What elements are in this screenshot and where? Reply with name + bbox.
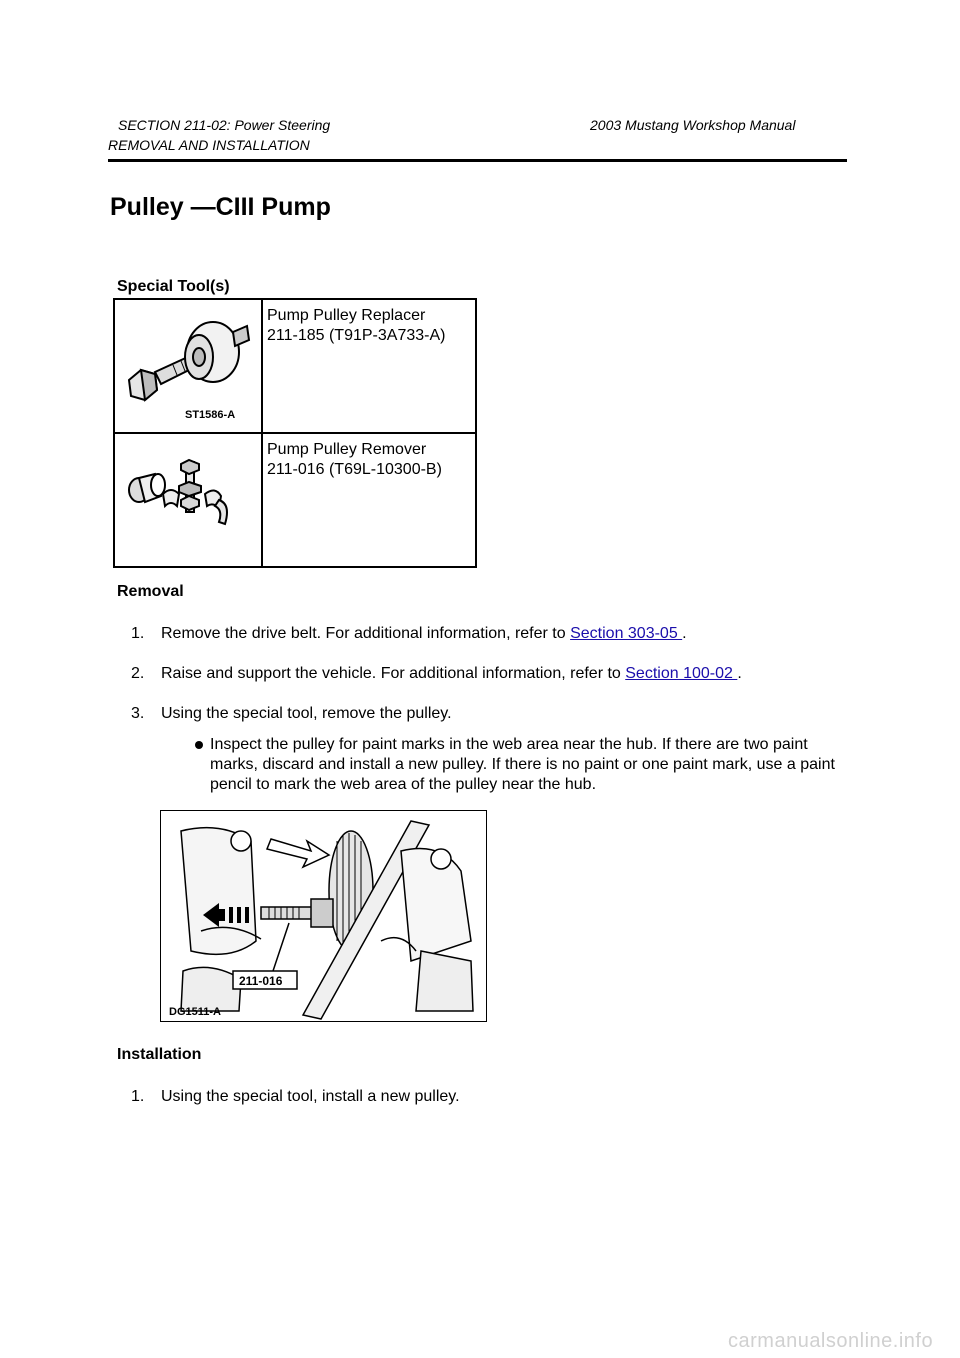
step-number: 2. bbox=[131, 665, 145, 682]
removal-step-2 bbox=[131, 664, 851, 684]
step-number: 1. bbox=[131, 1088, 145, 1105]
tool-image-label: ST1586-A bbox=[185, 409, 236, 421]
figure-label: DG1511-A bbox=[169, 1006, 221, 1018]
tool-name: Pump Pulley Replacer bbox=[267, 307, 426, 324]
tool-row bbox=[114, 433, 476, 567]
removal-figure bbox=[160, 810, 487, 1022]
figure-callout: 211-016 bbox=[239, 974, 283, 988]
removal-step-1 bbox=[131, 624, 851, 644]
section-303-05-link[interactable]: Section 303-05 bbox=[570, 625, 683, 642]
tool-name: Pump Pulley Remover bbox=[267, 441, 427, 458]
step-number: 3. bbox=[131, 705, 145, 722]
step-text: Using the special tool, install a new pulley. bbox=[161, 1088, 460, 1105]
header-subtitle: REMOVAL AND INSTALLATION bbox=[108, 137, 310, 153]
bullet-icon bbox=[195, 741, 203, 749]
tool-code: 211-016 (T69L-10300-B) bbox=[267, 461, 442, 478]
special-tools-table bbox=[113, 298, 477, 568]
step-text: Raise and support the vehicle. For additional information, refer to bbox=[161, 665, 626, 682]
step-text: Remove the drive belt. For additional information, refer to bbox=[161, 625, 571, 642]
step-text-end: . bbox=[737, 665, 742, 682]
tool-description-cell bbox=[262, 433, 476, 567]
removal-step-3 bbox=[131, 704, 851, 724]
header-section: SECTION 211-02: Power Steering bbox=[118, 117, 331, 133]
tool-image-cell bbox=[114, 433, 262, 567]
step-text: Using the special tool, remove the pulley. bbox=[161, 705, 452, 722]
note-line: Inspect the pulley for paint marks in the web area near the hub. If there are two paint bbox=[210, 736, 808, 753]
removal-step-3-note bbox=[210, 735, 855, 795]
pulley-replacer-illustration bbox=[115, 300, 261, 427]
installation-heading: Installation bbox=[117, 1046, 202, 1063]
header-manual: 2003 Mustang Workshop Manual bbox=[590, 117, 796, 133]
special-tools-heading: Special Tool(s) bbox=[117, 278, 230, 295]
watermark: carmanualsonline.info bbox=[728, 1330, 934, 1352]
note-line: pencil to mark the web area of the pulley near the hub. bbox=[210, 776, 597, 793]
section-100-02-link[interactable]: Section 100-02 bbox=[625, 665, 738, 682]
note-line: marks, discard and install a new pulley. If there is no paint or one paint mark, use a paint bbox=[210, 756, 835, 773]
page-title: Pulley —CIII Pump bbox=[110, 193, 331, 221]
tool-description-cell bbox=[262, 299, 476, 433]
tool-row bbox=[114, 299, 476, 433]
header-rule bbox=[108, 159, 847, 162]
pump-pulley-removal-illustration bbox=[161, 811, 486, 1021]
installation-step-1 bbox=[131, 1087, 851, 1107]
pulley-remover-illustration bbox=[115, 434, 261, 561]
tool-image-cell bbox=[114, 299, 262, 433]
removal-heading: Removal bbox=[117, 583, 184, 600]
step-number: 1. bbox=[131, 625, 145, 642]
step-text-end: . bbox=[682, 625, 687, 642]
tool-code: 211-185 (T91P-3A733-A) bbox=[267, 327, 446, 344]
